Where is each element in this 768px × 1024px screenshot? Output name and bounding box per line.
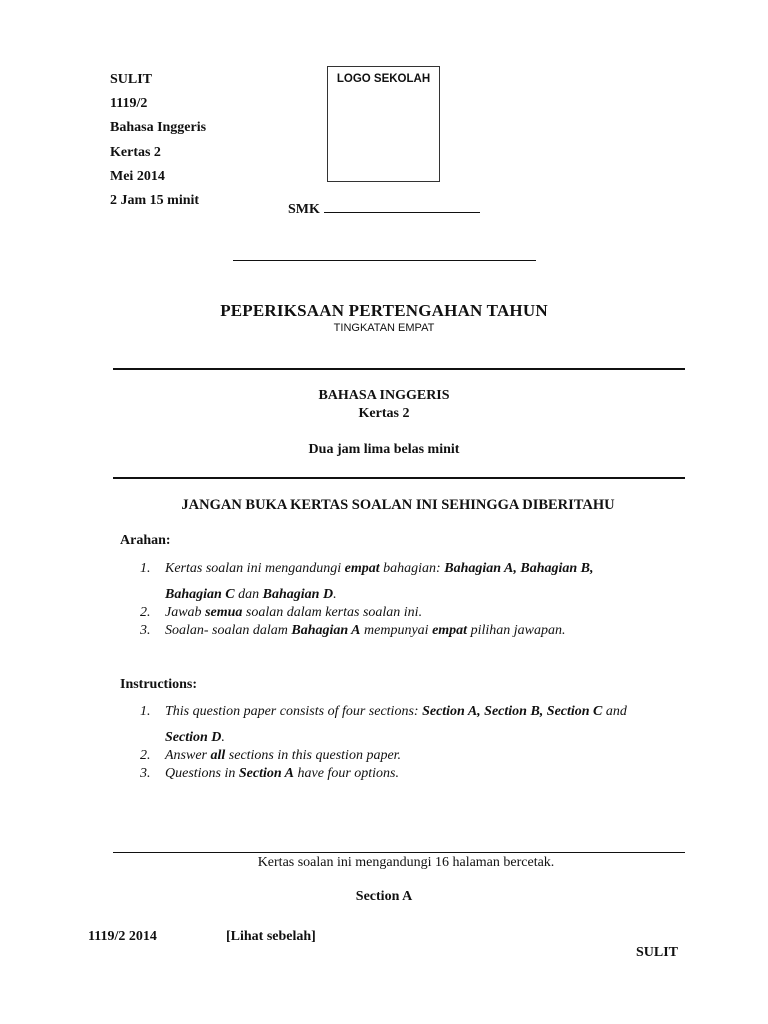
instructions-item-1-cont: Section D.: [165, 730, 225, 745]
arahan-num-1: 1.: [140, 561, 151, 576]
arahan-item-3: Soalan- soalan dalam Bahagian A mempunyai empat pilihan jawapan.: [165, 623, 566, 638]
header-sulit: SULIT: [110, 72, 153, 87]
instructions-num-1: 1.: [140, 704, 151, 719]
footer-sulit: SULIT: [636, 945, 679, 960]
school-name-field: [288, 200, 480, 218]
arahan-num-2: 2.: [140, 605, 151, 620]
name-divider: [233, 260, 536, 261]
section-label: Section A: [355, 889, 413, 904]
instructions-item-1: This question paper consists of four sections: Section A, Section B, Section C and: [165, 704, 627, 719]
footer-next-page: [Lihat sebelah]: [226, 929, 316, 944]
instructions-num-3: 3.: [140, 766, 151, 781]
bottom-rule: [113, 477, 685, 479]
arahan-item-1-cont: Bahagian C dan Bahagian D.: [165, 587, 337, 602]
arahan-heading: Arahan:: [120, 533, 171, 548]
warning-text: JANGAN BUKA KERTAS SOALAN INI SEHINGGA DIBERITAHU: [181, 497, 615, 513]
header-paper: Kertas 2: [110, 145, 161, 160]
top-rule: [113, 368, 685, 370]
instructions-item-2: Answer all sections in this question paper.: [165, 748, 402, 763]
arahan-item-1: Kertas soalan ini mengandungi empat bahagian: Bahagian A, Bahagian B,: [165, 561, 594, 576]
subject-duration: Dua jam lima belas minit: [308, 442, 460, 457]
instructions-item-3: Questions in Section A have four options.: [165, 766, 399, 781]
exam-title: PEPERIKSAAN PERTENGAHAN TAHUN: [220, 301, 548, 320]
subject-paper: Kertas 2: [358, 406, 410, 421]
arahan-num-3: 3.: [140, 623, 151, 638]
smk-blank-line: [324, 200, 480, 213]
header-subject: Bahasa Inggeris: [110, 120, 207, 135]
header-paper-code: 1119/2: [110, 96, 148, 111]
smk-label: SMK: [288, 202, 320, 217]
footer-code: 1119/2 2014: [88, 929, 157, 944]
page-count-note: Kertas soalan ini mengandungi 16 halaman bercetak.: [257, 855, 555, 870]
subject-name: BAHASA INGGERIS: [318, 388, 450, 403]
exam-subtitle: TINGKATAN EMPAT: [333, 322, 435, 334]
instructions-num-2: 2.: [140, 748, 151, 763]
footer-rule: [113, 852, 685, 853]
header-duration: 2 Jam 15 minit: [110, 193, 200, 208]
school-logo-box: [327, 66, 440, 182]
arahan-item-2: Jawab semua soalan dalam kertas soalan ini.: [165, 605, 423, 620]
instructions-heading: Instructions:: [120, 677, 198, 692]
logo-label: LOGO SEKOLAH: [336, 73, 431, 85]
header-date: Mei 2014: [110, 169, 165, 184]
